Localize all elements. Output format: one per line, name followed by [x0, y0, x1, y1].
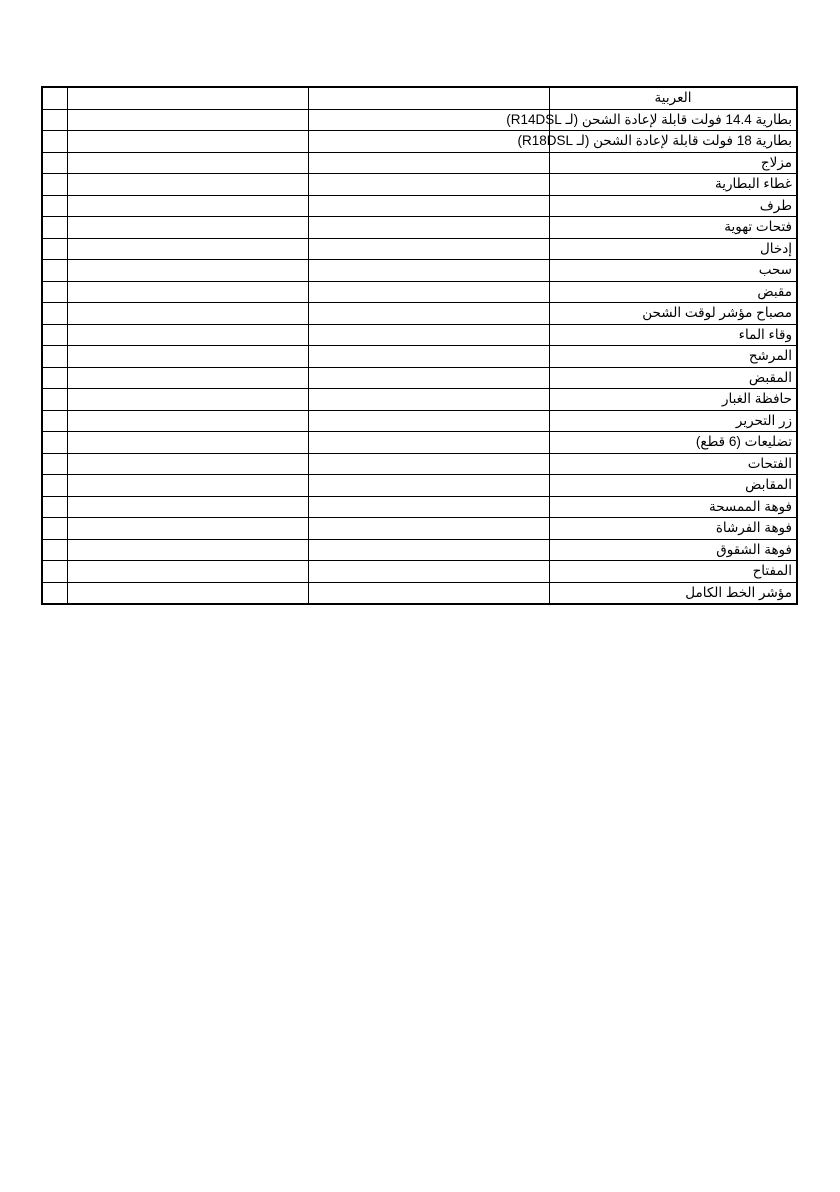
language-column-2-cell — [68, 152, 309, 174]
table-row — [42, 432, 797, 454]
language-column-2-cell — [68, 561, 309, 583]
row-number-cell — [42, 174, 68, 196]
table-row — [42, 109, 797, 131]
language-column-3-cell — [309, 174, 550, 196]
table-row — [42, 238, 797, 260]
arabic-part-name-cell: الفتحات — [550, 453, 798, 475]
language-column-3-cell — [309, 432, 550, 454]
row-number-cell — [42, 195, 68, 217]
language-column-2-cell — [68, 389, 309, 411]
arabic-part-name-cell: فتحات تهوية — [550, 217, 798, 239]
row-number-cell — [42, 432, 68, 454]
row-number-cell — [42, 303, 68, 325]
table-row — [42, 131, 797, 153]
arabic-part-name-cell: طرف — [550, 195, 798, 217]
row-number-cell — [42, 539, 68, 561]
row-number-cell — [42, 152, 68, 174]
table-row — [42, 539, 797, 561]
language-column-3-cell — [309, 303, 550, 325]
row-number-cell — [42, 281, 68, 303]
arabic-part-name-cell: وقاء الماء — [550, 324, 798, 346]
language-column-2-cell — [68, 410, 309, 432]
row-number-cell — [42, 367, 68, 389]
row-number-cell — [42, 238, 68, 260]
language-column-2-cell — [68, 260, 309, 282]
language-column-3-cell — [309, 410, 550, 432]
arabic-part-name-cell: فوهة الشقوق — [550, 539, 798, 561]
table-row — [42, 582, 797, 604]
language-column-3-cell — [309, 561, 550, 583]
arabic-part-name-cell: بطارية 18 فولت قابلة لإعادة الشحن (لـ R18DSL) — [550, 131, 798, 153]
language-column-2-cell — [68, 217, 309, 239]
language-column-2-cell — [68, 324, 309, 346]
language-column-3-cell — [309, 582, 550, 604]
language-column-2-cell — [68, 346, 309, 368]
language-column-2-cell — [68, 582, 309, 604]
arabic-part-name-cell: مقبض — [550, 281, 798, 303]
language-column-3-cell — [309, 389, 550, 411]
language-column-2-cell — [68, 131, 309, 153]
language-column-2-cell — [68, 518, 309, 540]
table-row — [42, 174, 797, 196]
table-row — [42, 518, 797, 540]
table-row — [42, 303, 797, 325]
table-row — [42, 453, 797, 475]
row-number-cell — [42, 260, 68, 282]
arabic-part-name-cell: غطاء البطارية — [550, 174, 798, 196]
table-header-row — [42, 87, 797, 109]
parts-table-body — [42, 87, 797, 604]
table-row — [42, 389, 797, 411]
table-row — [42, 324, 797, 346]
row-number-cell — [42, 410, 68, 432]
language-column-3-cell — [309, 475, 550, 497]
language-column-2-cell — [68, 238, 309, 260]
arabic-part-name-cell: فوهة الممسحة — [550, 496, 798, 518]
table-row — [42, 367, 797, 389]
language-column-2-cell — [68, 539, 309, 561]
arabic-part-name-cell: فوهة الفرشاة — [550, 518, 798, 540]
language-column-3-cell — [309, 518, 550, 540]
arabic-part-name-cell: مزلاج — [550, 152, 798, 174]
row-number-cell — [42, 389, 68, 411]
arabic-part-name-cell: المقبض — [550, 367, 798, 389]
language-column-3-cell — [309, 195, 550, 217]
row-number-cell — [42, 582, 68, 604]
language-column-2-cell — [68, 303, 309, 325]
table-row — [42, 561, 797, 583]
language-column-3-cell — [309, 453, 550, 475]
arabic-part-name-cell: تضليعات (6 قطع) — [550, 432, 798, 454]
row-number-cell — [42, 217, 68, 239]
language-column-2-cell — [68, 367, 309, 389]
row-number-cell — [42, 453, 68, 475]
arabic-part-name-cell: سحب — [550, 260, 798, 282]
language-column-3-cell — [309, 152, 550, 174]
arabic-part-name-cell: مؤشر الخط الكامل — [550, 582, 798, 604]
language-column-2-cell — [68, 453, 309, 475]
row-number-cell — [42, 109, 68, 131]
table-row — [42, 475, 797, 497]
arabic-part-name-cell: إدخال — [550, 238, 798, 260]
language-column-3-cell — [309, 217, 550, 239]
arabic-part-name-cell: المرشح — [550, 346, 798, 368]
row-number-cell — [42, 561, 68, 583]
table-row — [42, 217, 797, 239]
table-row — [42, 152, 797, 174]
arabic-part-name-cell: المفتاح — [550, 561, 798, 583]
language-column-3-cell — [309, 324, 550, 346]
row-number-cell — [42, 496, 68, 518]
arabic-part-name-cell: المقابض — [550, 475, 798, 497]
language-column-2-cell — [68, 281, 309, 303]
table-row — [42, 496, 797, 518]
arabic-column-header: العربية — [550, 87, 798, 109]
language-column-3-cell — [309, 238, 550, 260]
language-column-3-cell — [309, 539, 550, 561]
table-row — [42, 410, 797, 432]
row-number-cell — [42, 131, 68, 153]
row-number-cell — [42, 346, 68, 368]
language-column-3-cell — [309, 346, 550, 368]
table-row — [42, 281, 797, 303]
language-column-2-header — [68, 87, 309, 109]
language-column-2-cell — [68, 174, 309, 196]
language-column-3-cell — [309, 260, 550, 282]
row-number-cell — [42, 518, 68, 540]
language-column-3-header — [309, 87, 550, 109]
language-column-3-cell — [309, 131, 550, 153]
table-row — [42, 260, 797, 282]
language-column-2-cell — [68, 475, 309, 497]
language-column-3-cell — [309, 367, 550, 389]
table-row — [42, 346, 797, 368]
language-column-2-cell — [68, 109, 309, 131]
language-column-3-cell — [309, 496, 550, 518]
parts-name-table — [41, 86, 798, 605]
number-column-header — [42, 87, 68, 109]
language-column-3-cell — [309, 281, 550, 303]
row-number-cell — [42, 324, 68, 346]
arabic-part-name-cell: حافظة الغبار — [550, 389, 798, 411]
language-column-2-cell — [68, 195, 309, 217]
row-number-cell — [42, 475, 68, 497]
arabic-part-name-cell: بطارية 14.4 فولت قابلة لإعادة الشحن (لـ R14DSL) — [550, 109, 798, 131]
arabic-part-name-cell: زر التحرير — [550, 410, 798, 432]
language-column-2-cell — [68, 432, 309, 454]
arabic-part-name-cell: مصباح مؤشر لوقت الشحن — [550, 303, 798, 325]
language-column-2-cell — [68, 496, 309, 518]
table-row — [42, 195, 797, 217]
